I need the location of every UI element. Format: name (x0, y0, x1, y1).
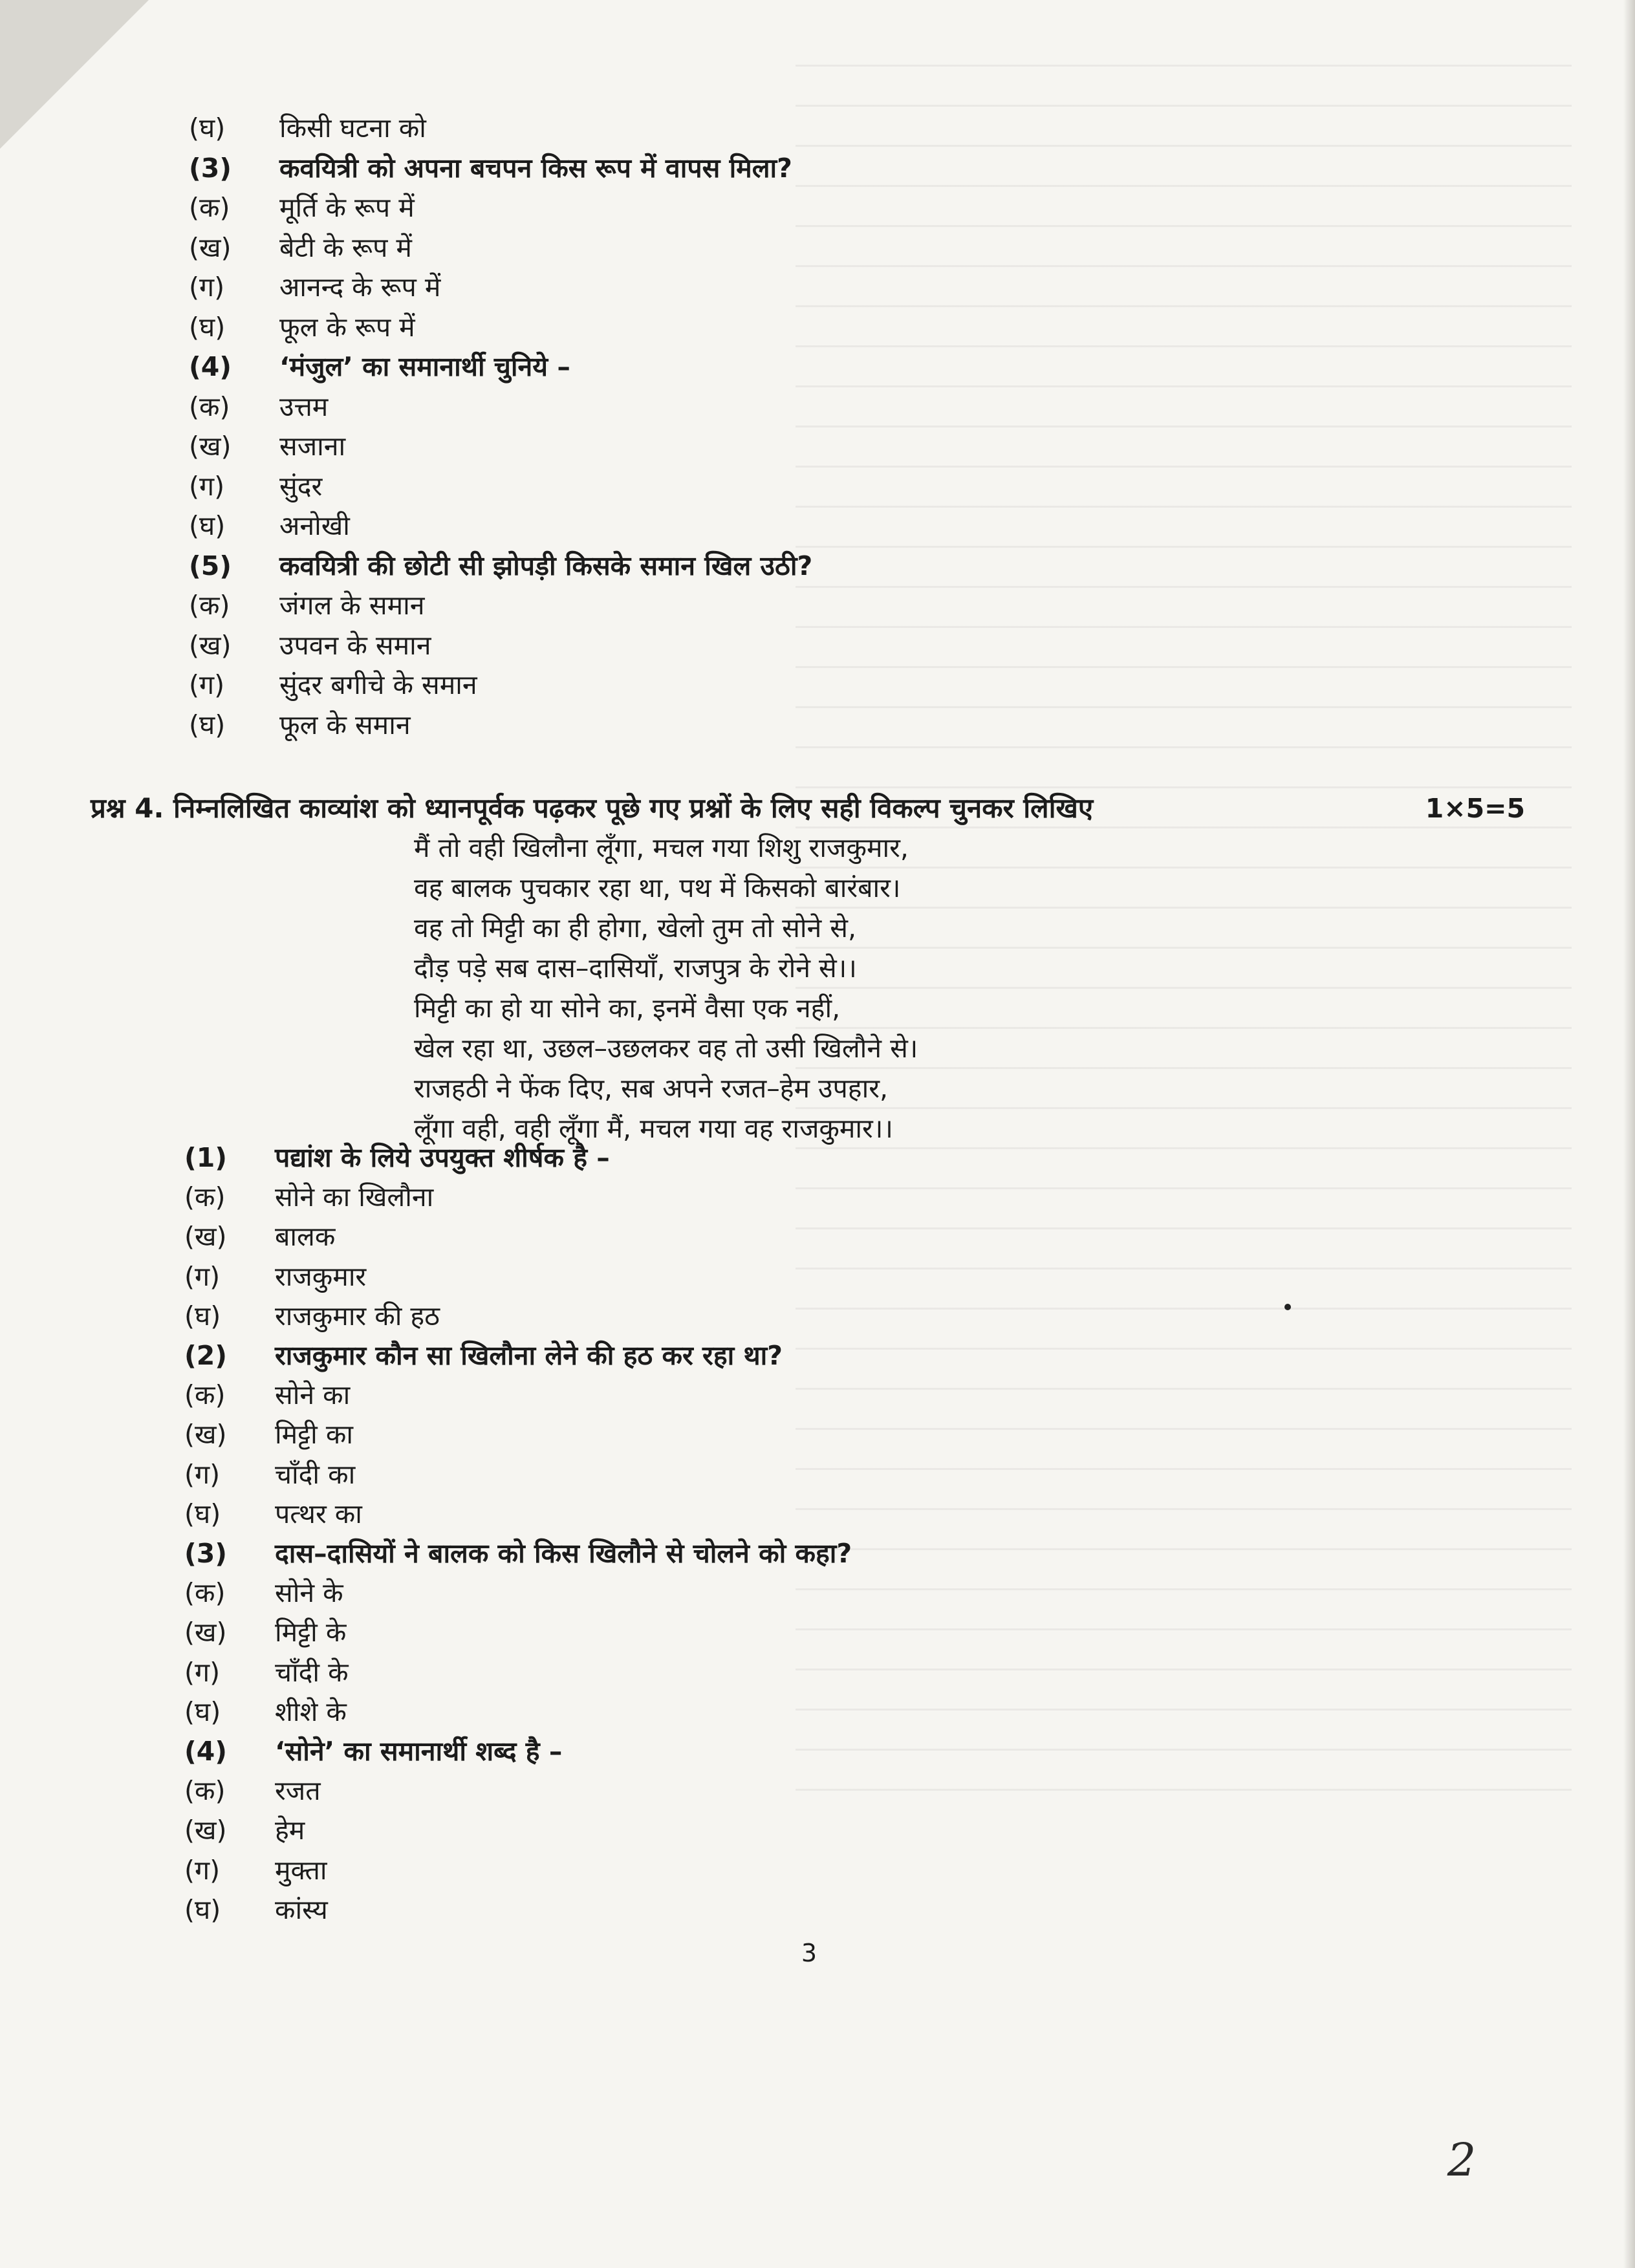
item-label: (ख) (189, 232, 232, 263)
poem-line: मैं तो वही खिलौना लूँगा, मचल गया शिशु राजकुमार, (414, 832, 909, 863)
option-item (189, 228, 1418, 267)
option-item (184, 1415, 1413, 1454)
item-label: (2) (184, 1340, 228, 1371)
item-text: कवयित्री को अपना बचपन किस रूप में वापस मिला? (279, 152, 792, 184)
item-text: बेटी के रूप में (279, 232, 412, 263)
item-text: अनोखी (279, 510, 350, 541)
item-text: सजाना (279, 431, 346, 462)
item-label: (घ) (189, 113, 226, 144)
item-label: (क) (189, 391, 230, 422)
item-text: जंगल के समान (279, 590, 425, 621)
item-text: उपवन के समान (279, 629, 431, 661)
question-item (189, 149, 1418, 188)
item-label: (ख) (189, 629, 232, 661)
item-text: रजत (275, 1775, 321, 1807)
item-label: (4) (184, 1736, 228, 1767)
item-text: मिट्टी का (275, 1419, 353, 1451)
option-item (184, 1495, 1413, 1533)
item-text: दास–दासियों ने बालक को किस खिलौने से चोलने को कहा? (275, 1538, 852, 1569)
item-text: कांस्य (275, 1894, 328, 1925)
question-item (184, 1534, 1413, 1573)
item-label: (ख) (184, 1419, 227, 1451)
option-item (189, 109, 1418, 147)
item-label: (क) (184, 1775, 226, 1807)
question-item (184, 1732, 1413, 1771)
item-label: (घ) (184, 1300, 221, 1332)
paper-edge (1623, 0, 1635, 2268)
item-label: (घ) (184, 1696, 221, 1727)
item-text: चाँदी का (275, 1458, 356, 1490)
item-label: (ग) (184, 1854, 221, 1886)
option-item (189, 665, 1418, 704)
item-text: सोने का (275, 1379, 351, 1411)
item-text: मूर्ति के रूप में (279, 192, 415, 223)
item-label: (3) (184, 1538, 228, 1569)
item-label: (क) (189, 590, 230, 621)
option-item (184, 1455, 1413, 1494)
item-text: सुंदर बगीचे के समान (279, 669, 477, 700)
question-item (184, 1336, 1413, 1375)
item-label: (घ) (189, 311, 226, 343)
item-text: उत्तम (279, 391, 329, 422)
item-label: (ग) (189, 470, 225, 502)
item-label: (घ) (184, 1894, 221, 1925)
option-item (189, 706, 1418, 744)
option-item (189, 586, 1418, 625)
item-text: राजकुमार की हठ (275, 1300, 440, 1332)
item-text: फूल के समान (279, 709, 411, 740)
option-item (184, 1178, 1413, 1216)
item-label: (क) (184, 1577, 226, 1609)
option-item (189, 308, 1418, 347)
question-4-marks: 1×5=5 (1425, 793, 1525, 824)
item-text: ‘सोने’ का समानार्थी शब्द है – (275, 1736, 563, 1767)
option-item (189, 506, 1418, 545)
item-text: आनन्द के रूप में (279, 272, 441, 303)
option-item (184, 1811, 1413, 1850)
option-item (189, 188, 1418, 227)
question-item (189, 347, 1418, 386)
item-label: (5) (189, 550, 232, 581)
question-item (184, 1138, 1413, 1177)
item-text: मिट्टी के (275, 1617, 347, 1648)
item-label: (4) (189, 351, 232, 382)
ink-dot (1284, 1304, 1291, 1310)
item-label: (ग) (184, 1260, 221, 1292)
item-label: (ग) (189, 669, 225, 700)
option-item (184, 1851, 1413, 1890)
item-text: सुंदर (279, 470, 323, 502)
option-item (184, 1692, 1413, 1731)
item-text: राजकुमार (275, 1260, 367, 1292)
item-text: पत्थर का (275, 1498, 362, 1529)
option-item (189, 387, 1418, 426)
question-4-heading: प्रश्न 4. निम्नलिखित काव्यांश को ध्यानपूर्वक पढ़कर पूछे गए प्रश्नों के लिए सही विकल्प चुनकर लिखिए (91, 792, 1094, 824)
option-item (184, 1771, 1413, 1810)
option-item (184, 1297, 1413, 1335)
item-text: सोने का खिलौना (275, 1182, 434, 1213)
item-text: किसी घटना को (279, 113, 426, 144)
item-label: (क) (184, 1182, 226, 1213)
option-item (184, 1613, 1413, 1652)
poem-line: वह तो मिट्टी का ही होगा, खेलो तुम तो सोने से, (414, 913, 856, 944)
poem-line: वह बालक पुचकार रहा था, पथ में किसको बारंबार। (414, 872, 901, 903)
poem-line: मिट्टी का हो या सोने का, इनमें वैसा एक नहीं, (414, 993, 841, 1024)
poem-line: राजहठी ने फेंक दिए, सब अपने रजत–हेम उपहार, (414, 1073, 888, 1104)
item-label: (ग) (184, 1458, 221, 1490)
folded-corner (0, 0, 149, 149)
item-text: राजकुमार कौन सा खिलौना लेने की हठ कर रहा था? (275, 1340, 783, 1371)
page-number: 3 (801, 1939, 817, 1967)
item-label: (क) (184, 1379, 226, 1411)
item-text: चाँदी के (275, 1656, 349, 1688)
item-label: (ख) (184, 1221, 227, 1253)
option-item (184, 1217, 1413, 1256)
item-text: बालक (275, 1221, 336, 1253)
item-text: हेम (275, 1815, 305, 1846)
item-label: (ख) (184, 1617, 227, 1648)
item-label: (घ) (184, 1498, 221, 1529)
item-label: (घ) (189, 510, 226, 541)
handwritten-page-number: 2 (1447, 2133, 1477, 2187)
item-text: मुक्ता (275, 1854, 327, 1886)
option-item (189, 467, 1418, 506)
question-item (189, 546, 1418, 585)
item-text: पद्यांश के लिये उपयुक्त शीर्षक है – (275, 1142, 610, 1173)
poem-line: लूँगा वही, वही लूँगा मैं, मचल गया वह राजकुमार।। (414, 1113, 893, 1144)
item-text: ‘मंजुल’ का समानार्थी चुनिये – (279, 351, 570, 382)
option-item (184, 1573, 1413, 1612)
poem-line: खेल रहा था, उछल–उछलकर वह तो उसी खिलौने से। (414, 1033, 918, 1064)
option-item (189, 427, 1418, 466)
option-item (189, 626, 1418, 665)
option-item (184, 1890, 1413, 1929)
item-text: सोने के (275, 1577, 343, 1609)
item-text: शीशे के (275, 1696, 347, 1727)
item-label: (1) (184, 1142, 228, 1173)
item-text: फूल के रूप में (279, 311, 415, 343)
option-item (184, 1653, 1413, 1692)
option-item (184, 1257, 1413, 1296)
option-item (184, 1376, 1413, 1414)
item-label: (ग) (184, 1656, 221, 1688)
poem-line: दौड़ पड़े सब दास–दासियाँ, राजपुत्र के रोने से।। (414, 953, 857, 984)
item-label: (ख) (189, 431, 232, 462)
item-label: (ग) (189, 272, 225, 303)
item-label: (घ) (189, 709, 226, 740)
item-label: (ख) (184, 1815, 227, 1846)
option-item (189, 268, 1418, 307)
item-label: (3) (189, 152, 232, 184)
item-label: (क) (189, 192, 230, 223)
item-text: कवयित्री की छोटी सी झोपड़ी किसके समान खिल उठी? (279, 550, 813, 581)
